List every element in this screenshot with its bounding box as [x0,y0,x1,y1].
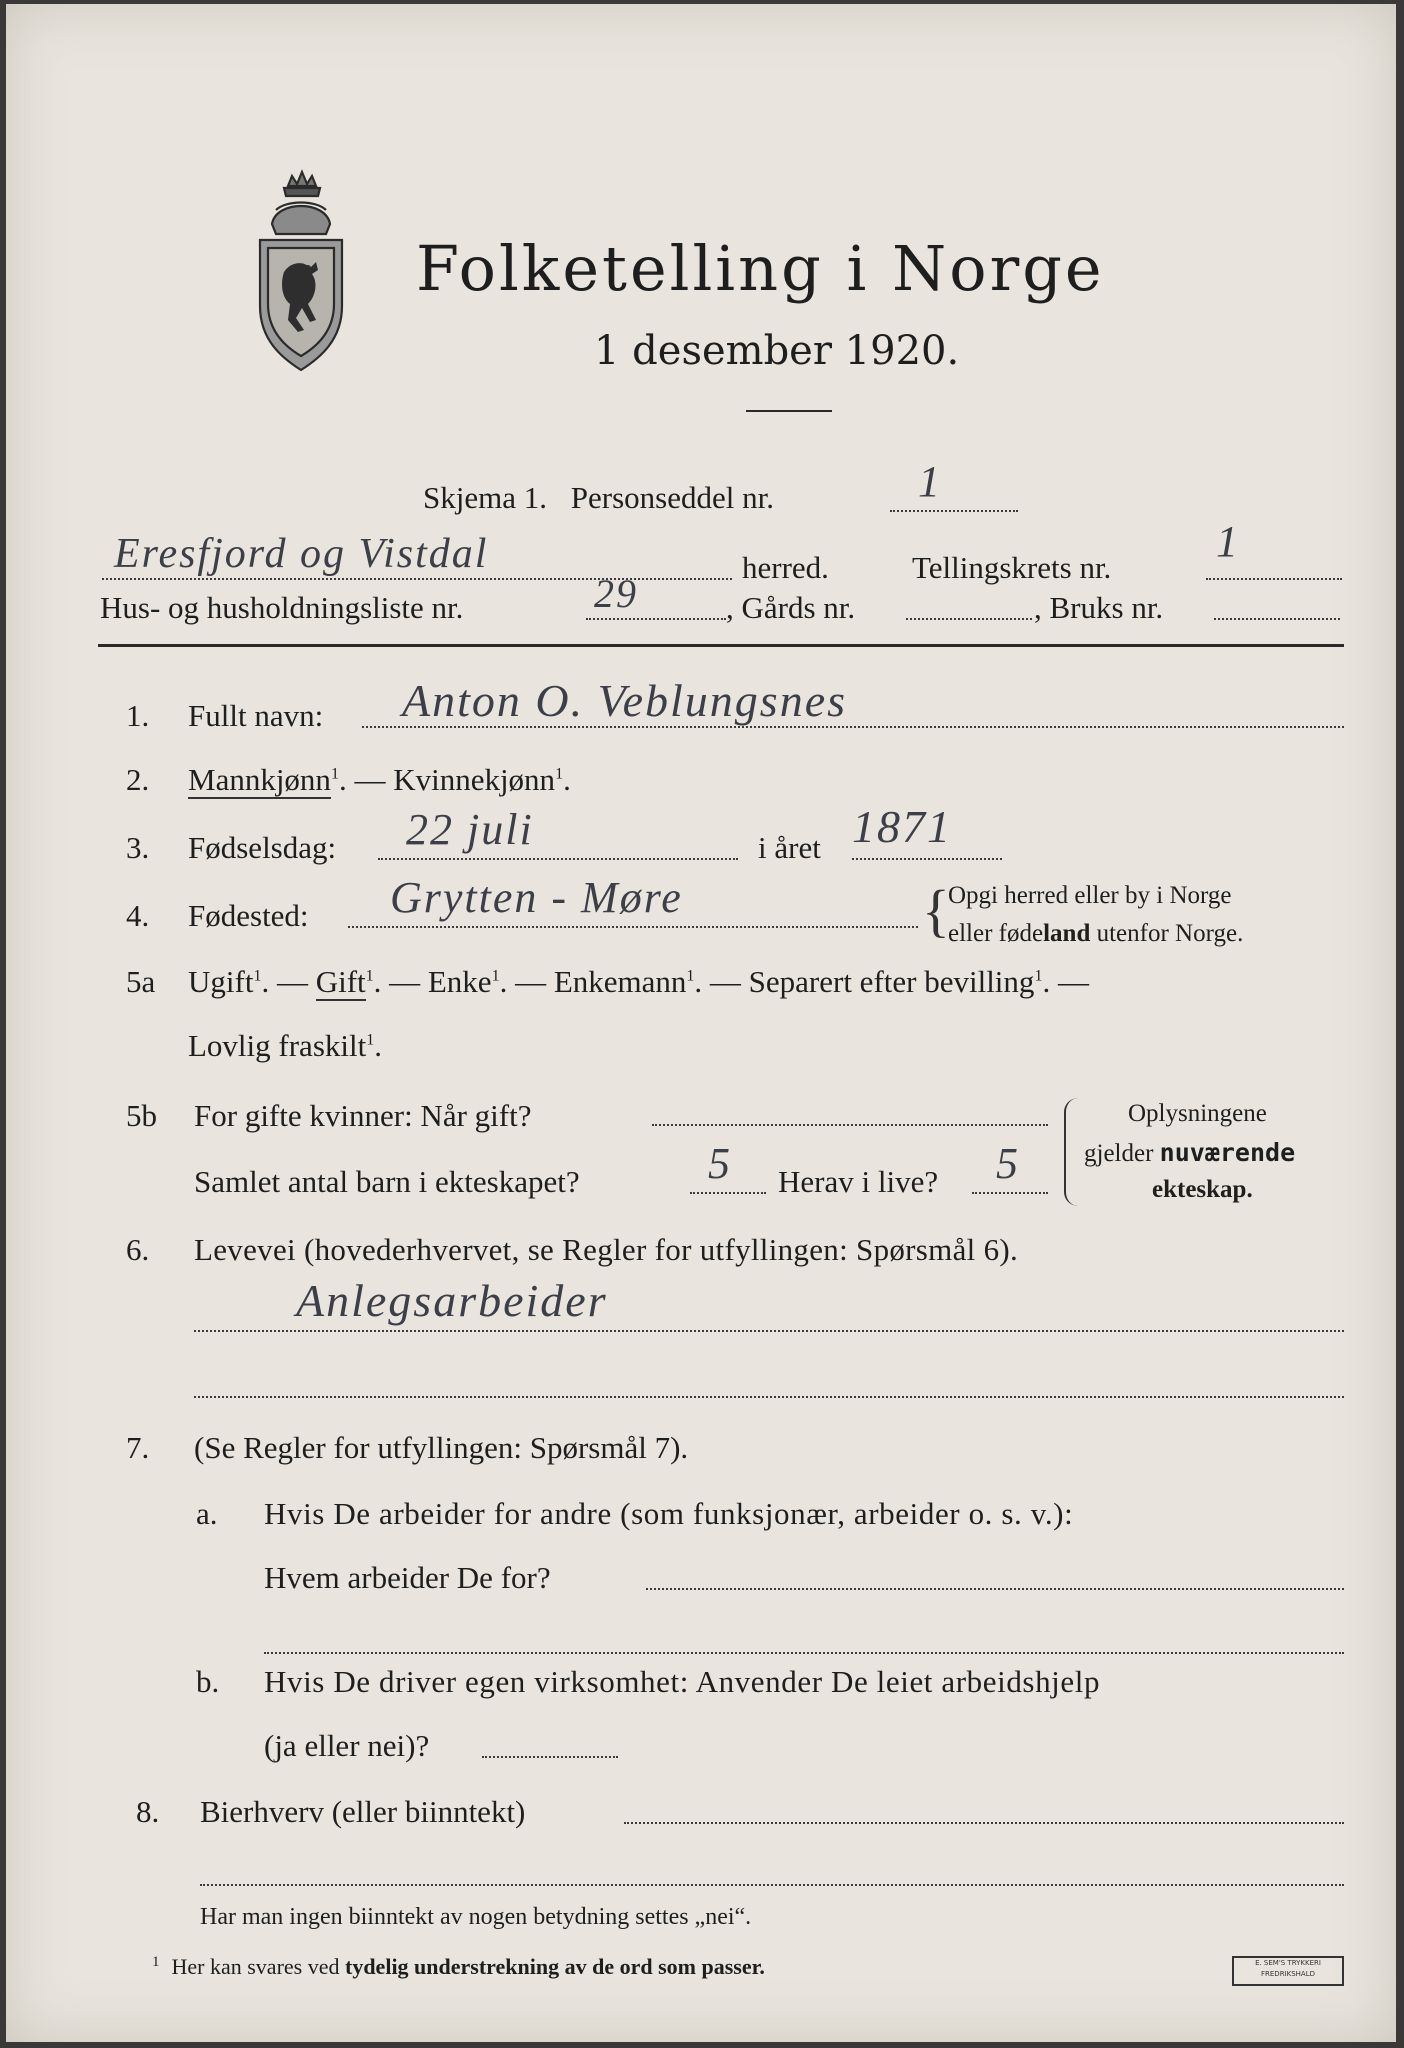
birthday-field-line [378,858,738,860]
gards-field-line [906,618,1032,620]
q5a-number: 5a [126,964,156,999]
birthplace-value[interactable]: Grytten - Møre [390,873,683,922]
sex-options [188,762,571,798]
children-alive-field-line [972,1192,1048,1194]
occupation-value[interactable]: Anlegsarbeider [296,1275,608,1326]
occupation-field-line-1 [194,1330,1344,1332]
q7a-question: Hvem arbeider De for? [264,1560,551,1595]
gards-label: , Gårds nr. [726,590,856,625]
marriage-note-line1: Oplysningene [1128,1100,1267,1127]
q4-number: 4. [126,898,150,933]
personseddel-value[interactable]: 1 [918,457,942,506]
q7a-number: a. [196,1496,218,1531]
birthplace-note-brace: { [922,878,950,943]
mannkjonn-footnote-mark: 1 [330,765,339,783]
q8-label: Bierhverv (eller biinntekt) [200,1794,526,1829]
footnote: $^1$ Her kan svares ved tydelig understrekning av de ord som passer. [152,1954,765,1979]
q3-label: Fødselsdag: [188,830,337,865]
tellingskrets-label: Tellingskrets nr. [912,550,1112,585]
lovlig-fraskilt-line: Lovlig fraskilt$^1$. [188,1028,382,1063]
q2-number: 2. [126,762,150,797]
bruks-label: , Bruks nr. [1034,590,1164,625]
q4-label: Fødested: [188,898,309,933]
husholdningsliste-field-line [586,618,726,620]
printer-stamp: E. SEM'S TRYKKERI FREDRIKSHALD [1232,1956,1344,1986]
tellingskrets-value[interactable]: 1 [1216,517,1240,566]
q7-label: (Se Regler for utfyllingen: Spørsmål 7). [194,1430,689,1465]
separert-option[interactable]: Separert efter bevilling [748,964,1035,999]
husholdningsliste-label: Hus- og husholdningsliste nr. [100,590,464,625]
q6-label: Levevei (hovederhvervet, se Regler for utfyllingen: Spørsmål 6). [194,1232,1019,1267]
q7b-label: Hvis De driver egen virksomhet: Anvender De leiet arbeidshjelp [264,1664,1101,1699]
birthplace-note-line2: eller fødeland utenfor Norge. [948,920,1244,947]
kvinnekjonn-option[interactable]: Kvinnekjønn [393,762,556,797]
herred-value[interactable]: Eresfjord og Vistdal [114,531,489,577]
enke-option[interactable]: Enke [427,964,492,999]
birthday-value[interactable]: 22 juli [406,805,534,854]
q5b-label: For gifte kvinner: Når gift? [194,1098,532,1133]
footnote-mark: 1 [152,1954,160,1970]
personseddel-field-line [890,510,1018,512]
birth-year-value[interactable]: 1871 [852,801,952,852]
children-total-label: Samlet antal barn i ekteskapet? [194,1164,580,1199]
q7a-label: Hvis De arbeider for andre (som funksjonær, arbeider o. s. v.): [264,1496,1074,1531]
side-income-field-line-1 [624,1822,1344,1824]
q1-label: Fullt navn: [188,698,324,733]
children-total-field-line [690,1192,766,1194]
birth-year-label: i året [758,830,821,865]
birthplace-field-line [348,926,918,928]
q5b-number: 5b [126,1098,157,1133]
mannkjonn-option[interactable]: Mannkjønn [188,762,331,797]
bruks-field-line [1214,618,1340,620]
marriage-note-line3: ekteskap. [1152,1176,1253,1203]
q6-number: 6. [126,1232,150,1267]
employer-field-line-1 [646,1588,1344,1590]
tellingskrets-field-line [1206,578,1342,580]
children-alive-label: Herav i live? [778,1164,939,1199]
children-alive-value[interactable]: 5 [996,1139,1020,1188]
children-total-value[interactable]: 5 [708,1139,732,1188]
q3-number: 3. [126,830,150,865]
herred-label: herred. [742,550,829,585]
occupation-field-line-2 [194,1396,1344,1398]
full-name-value[interactable]: Anton O. Veblungsnes [402,675,848,726]
enkemann-option[interactable]: Enkemann [553,964,687,999]
marriage-note-brace [1064,1098,1080,1206]
employer-field-line-2 [264,1652,1344,1654]
q7-number: 7. [126,1430,150,1465]
side-income-note: Har man ingen biinntekt av nogen betydning settes „nei“. [200,1904,752,1930]
q8-number: 8. [136,1794,160,1829]
skjema-label: Skjema 1. Personseddel nr. [423,480,774,515]
married-when-field-line [652,1124,1048,1126]
form-title: Folketelling i Norge [416,232,1105,305]
husholdningsliste-value[interactable]: 29 [594,571,638,616]
census-form-page [6,4,1396,2042]
side-income-field-line-2 [200,1884,1344,1886]
header-divider [746,410,832,412]
ugift-option[interactable]: Ugift [188,964,254,999]
sex-separator: . — [338,762,394,797]
lovlig-fraskilt-option[interactable]: Lovlig fraskilt [188,1028,367,1063]
sex-end: . [563,762,571,797]
q7b-number: b. [196,1664,220,1699]
hired-help-field-line [482,1756,618,1758]
census-date: 1 desember 1920. [594,328,960,374]
gift-option[interactable]: Gift [315,964,366,999]
q1-number: 1. [126,698,150,733]
marital-status-options: Ugift$^1$. — Gift$^1$. — Enke$^1$. — Enkemann$^1$. — Separert efter bevilling$^1$. — [188,964,1089,999]
kvinnekjonn-footnote-mark: 1 [555,765,564,783]
birth-year-field-line [852,858,1002,860]
birthplace-note-line1: Opgi herred eller by i Norge [948,882,1232,909]
q7b-question: (ja eller nei)? [264,1728,430,1763]
norwegian-coat-of-arms-icon [250,164,352,374]
marriage-note-line2: gjelder nuværende [1084,1138,1296,1167]
section-divider [98,644,1344,647]
